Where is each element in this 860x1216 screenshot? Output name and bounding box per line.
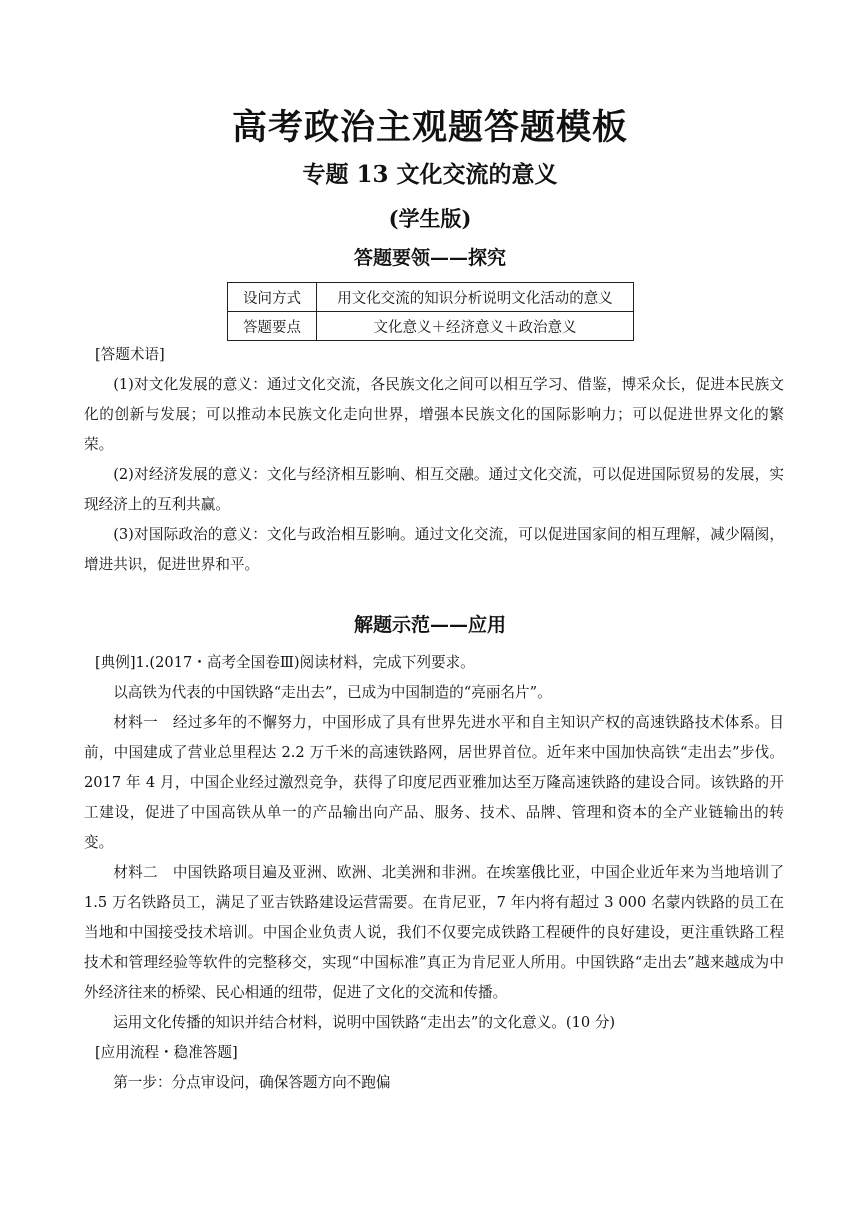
table-cell-value: 用文化交流的知识分析说明文化活动的意义 — [317, 283, 634, 312]
edition-label: (学生版) — [388, 206, 472, 231]
question-type-table — [227, 282, 634, 341]
table-cell-value: 文化意义＋经济意义＋政治意义 — [317, 312, 634, 341]
document-subtitle: 专题 13 文化交流的意义 — [302, 161, 558, 188]
step-one: 第一步：分点审设问，确保答题方向不跑偏 — [113, 1074, 391, 1091]
term-point-economy: (2)对经济发展的意义：文化与经济相互影响、相互交融。通过文化交流，可以促进国际贸易的发展，实现经济上的互利共赢。 — [84, 466, 784, 513]
table-cell-label: 设问方式 — [228, 283, 317, 312]
document-title: 高考政治主观题答题模板 — [231, 107, 628, 148]
example-intro: [典例]1.(2017・高考全国卷Ⅲ)阅读材料，完成下列要求。 — [94, 654, 475, 671]
example-block — [84, 648, 784, 1098]
question-prompt: 运用文化传播的知识并结合材料，说明中国铁路“走出去”的文化意义。(10 分) — [113, 1014, 616, 1031]
material-two: 材料二 中国铁路项目遍及亚洲、欧洲、北美洲和非洲。在埃塞俄比亚，中国企业近年来为当地培训了 1.5 万名铁路员工，满足了亚吉铁路建设运营需要。在肯尼亚，7 年内将有超过 3 000 名蒙内铁路的员工在当地和中国接受技术培训。中国企业负责人说，我们不仅要完成铁路工程硬件的良好建设，更注重铁路工程技术和管理经验等软件的完整移交，实现“中国标准”真正为肯尼亚人所用。中国铁路“走出去”越来越成为中外经济往来的桥梁、民心相通的纽带，促进了文化的交流和传播。 — [84, 864, 784, 1001]
section-heading-solution-demo: 解题示范——应用 — [353, 614, 506, 636]
section-heading-answer-essentials: 答题要领——探究 — [353, 247, 506, 269]
terms-label: [答题术语] — [94, 346, 165, 363]
term-point-politics: (3)对国际政治的意义：文化与政治相互影响。通过文化交流，可以促进国家间的相互理解，减少隔阂，增进共识，促进世界和平。 — [84, 526, 784, 573]
material-one: 材料一 经过多年的不懈努力，中国形成了具有世界先进水平和自主知识产权的高速铁路技术体系。目前，中国建成了营业总里程达 2.2 万千米的高速铁路网，居世界首位。近年来中国加快高铁“走出去”步伐。2017 年 4 月，中国企业经过激烈竞争，获得了印度尼西亚雅加达至万隆高速铁路的建设合同。该铁路的开工建设，促进了中国高铁从单一的产品输出向产品、服务、技术、品牌、管理和资本的全产业链输出的转变。 — [84, 714, 784, 851]
table-cell-label: 答题要点 — [228, 312, 317, 341]
term-point-culture: (1)对文化发展的意义：通过文化交流，各民族文化之间可以相互学习、借鉴，博采众长，促进本民族文化的创新与发展；可以推动本民族文化走向世界，增强本民族文化的国际影响力；可以促进世界文化的繁荣。 — [84, 376, 784, 453]
flow-label: [应用流程・稳准答题] — [94, 1044, 238, 1061]
example-lead: 以高铁为代表的中国铁路“走出去”，已成为中国制造的“亮丽名片”。 — [113, 684, 552, 701]
table-row — [228, 312, 634, 341]
answer-terms-block — [84, 340, 784, 580]
table-row — [228, 283, 634, 312]
